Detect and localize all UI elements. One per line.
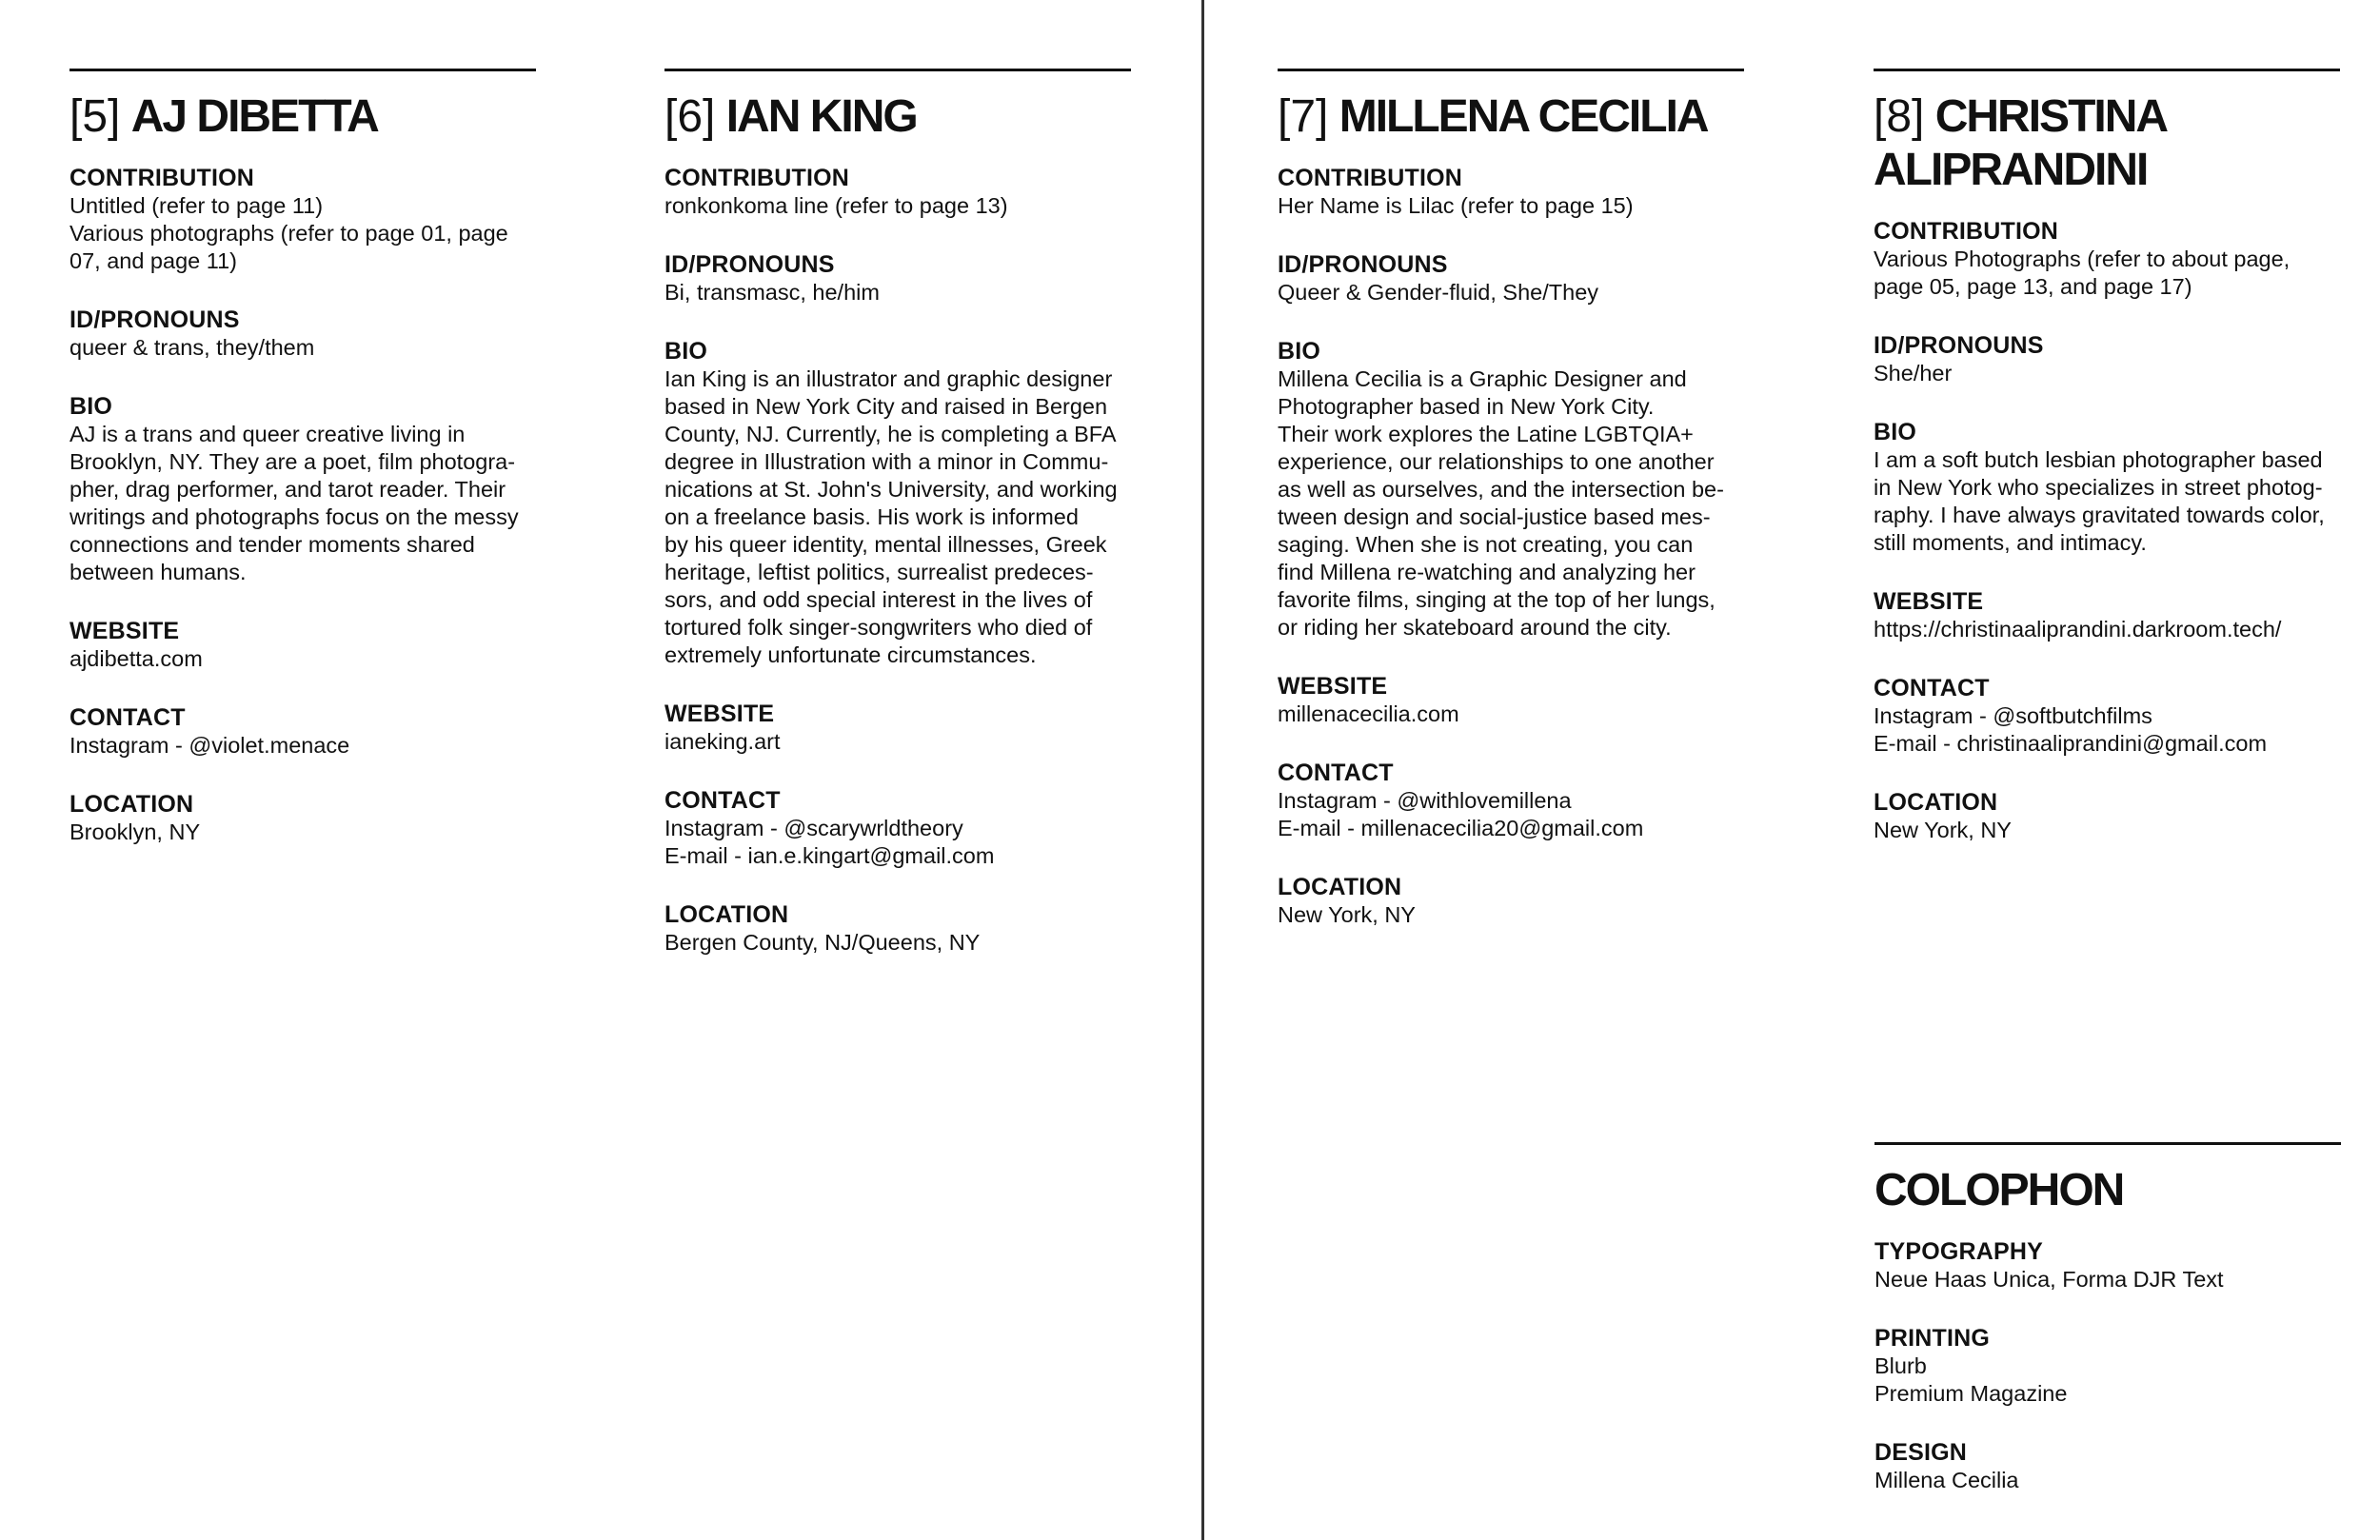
profile-aj-dibetta [69,69,536,878]
contribution-section [69,165,536,275]
section-label: WEBSITE [664,701,775,727]
section-label: CONTRIBUTION [1278,165,1463,191]
location-section [1278,874,1744,929]
pronouns-section [69,306,536,362]
section-value: AJ is a trans and queer creative living in Brooklyn, NY. They are a poet, film photogra- pher, drag performer, and tarot reader. Their writings and photographs focus on the messy connections and tender moments shared between humans. [69,422,519,584]
section-value: Her Name is Lilac (refer to page 15) [1278,193,1634,218]
colophon-title: COLOPHON [1874,1165,2124,1215]
section-label: PRINTING [1874,1325,1991,1352]
section-label: DESIGN [1874,1439,1968,1466]
section-label: BIO [1874,419,1917,445]
section-label: CONTACT [664,787,781,814]
section-value: Bergen County, NJ/Queens, NY [664,930,981,955]
section-value: Millena Cecilia is a Graphic Designer and Photographer based in New York City. Their work explores the Latine LGBTQIA+ experience, our relationships to one another as well as ourselves, and the intersection be- tween design and social-justice based mes- saging. When she is not creating, you can find Millena re-watching and analyzing her favorite films, singing at the top of her lungs, or riding her skateboard around the city. [1278,366,1724,640]
section-label: ID/PRONOUNS [1278,251,1448,278]
section-value: Ian King is an illustrator and graphic designer based in New York City and raised in Bergen County, NJ. Currently, he is completing a BFA degree in Illustration with a minor in Commu- nications at St. John's University, and working on a freelance basis. His work is informed by his queer identity, mental illnesses, Greek heritage, leftist politics, surrealist predeces- sors, and odd special interest in the lives of tortured folk singer-songwriters who died of extremely unfortunate circumstances. [664,366,1118,667]
profile-number: [5] [69,91,121,142]
profile-number: [7] [1278,91,1329,142]
section-rule [1278,69,1744,71]
contribution-section [1278,165,1744,220]
section-value: Queer & Gender-fluid, She/They [1278,280,1599,305]
section-value: New York, NY [1874,818,2012,842]
contact-section [664,787,1131,870]
location-section [69,791,536,846]
location-section [664,901,1131,957]
profile-name: CHRISTINA ALIPRANDINI [1874,91,2166,195]
section-label: CONTACT [69,704,186,731]
section-rule [69,69,536,71]
section-value: Millena Cecilia [1874,1468,2019,1492]
profile-christina-aliprandini [1874,69,2340,876]
section-value: New York, NY [1278,902,1416,927]
section-label: LOCATION [1874,789,1998,816]
section-rule [664,69,1131,71]
section-label: BIO [1278,338,1321,365]
section-rule [1874,1142,2341,1145]
profile-name: MILLENA CECILIA [1339,91,1708,142]
section-rule [1874,69,2340,71]
profile-number: [8] [1874,91,1925,142]
bio-section [664,338,1131,669]
section-label: ID/PRONOUNS [69,306,240,333]
profile-heading [1278,90,1744,144]
section-label: CONTRIBUTION [69,165,255,191]
section-label: LOCATION [1278,874,1402,900]
section-label: WEBSITE [69,618,180,644]
profile-ian-king [664,69,1131,988]
website-section [1278,673,1744,728]
bio-section [1874,419,2340,557]
section-value: queer & trans, they/them [69,335,315,360]
profile-heading [664,90,1131,144]
pronouns-section [1874,332,2340,387]
pronouns-section [1278,251,1744,306]
section-value: Instagram - @violet.menace [69,733,350,758]
section-value: I am a soft butch lesbian photographer based in New York who specializes in street photog- raphy. I have always gravitated towards color, still moments, and intimacy. [1874,447,2325,555]
profile-name: AJ DIBETTA [130,91,378,142]
section-label: CONTRIBUTION [1874,218,2059,245]
typography-section [1874,1238,2341,1293]
profile-number: [6] [664,91,716,142]
website-link[interactable]: ianeking.art [664,729,781,754]
section-label: ID/PRONOUNS [1874,332,2044,359]
section-label: BIO [69,393,113,420]
profile-heading [1874,90,2340,197]
section-value: Brooklyn, NY [69,819,201,844]
section-label: BIO [664,338,708,365]
colophon-heading [1874,1164,2341,1217]
section-value: Neue Haas Unica, Forma DJR Text [1874,1267,2224,1292]
website-link[interactable]: https://christinaaliprandini.darkroom.tech/ [1874,617,2282,642]
profile-heading [69,90,536,144]
section-value: Instagram - @scarywrldtheory E-mail - ian.e.kingart@gmail.com [664,816,995,868]
bio-section [69,393,536,586]
section-value: Instagram - @withlovemillena E-mail - millenacecilia20@gmail.com [1278,788,1644,840]
section-value: She/her [1874,361,1953,385]
section-value: Instagram - @softbutchfilms E-mail - christinaaliprandini@gmail.com [1874,703,2268,756]
page-spine-divider [1201,0,1204,1540]
bio-section [1278,338,1744,642]
section-label: ID/PRONOUNS [664,251,835,278]
section-label: CONTACT [1874,675,1990,701]
design-section [1874,1439,2341,1494]
website-link[interactable]: ajdibetta.com [69,646,203,671]
section-label: CONTRIBUTION [664,165,850,191]
section-value: Untitled (refer to page 11) Various photographs (refer to page 01, page 07, and page 11) [69,193,508,273]
location-section [1874,789,2340,844]
section-label: WEBSITE [1278,673,1388,700]
pronouns-section [664,251,1131,306]
contribution-section [1874,218,2340,301]
colophon [1874,1142,2341,1526]
section-value: Various Photographs (refer to about page, page 05, page 13, and page 17) [1874,247,2291,299]
section-label: TYPOGRAPHY [1874,1238,2044,1265]
contact-section [1874,675,2340,758]
section-value: Blurb Premium Magazine [1874,1353,2068,1406]
contact-section [69,704,536,760]
website-section [69,618,536,673]
website-section [664,701,1131,756]
website-link[interactable]: millenacecilia.com [1278,701,1459,726]
profile-name: IAN KING [725,91,917,142]
website-section [1874,588,2340,643]
profile-millena-cecilia [1278,69,1744,960]
section-label: WEBSITE [1874,588,1984,615]
section-value: ronkonkoma line (refer to page 13) [664,193,1008,218]
section-label: LOCATION [69,791,194,818]
section-value: Bi, transmasc, he/him [664,280,880,305]
contact-section [1278,760,1744,842]
printing-section [1874,1325,2341,1408]
section-label: CONTACT [1278,760,1394,786]
section-label: LOCATION [664,901,789,928]
contribution-section [664,165,1131,220]
